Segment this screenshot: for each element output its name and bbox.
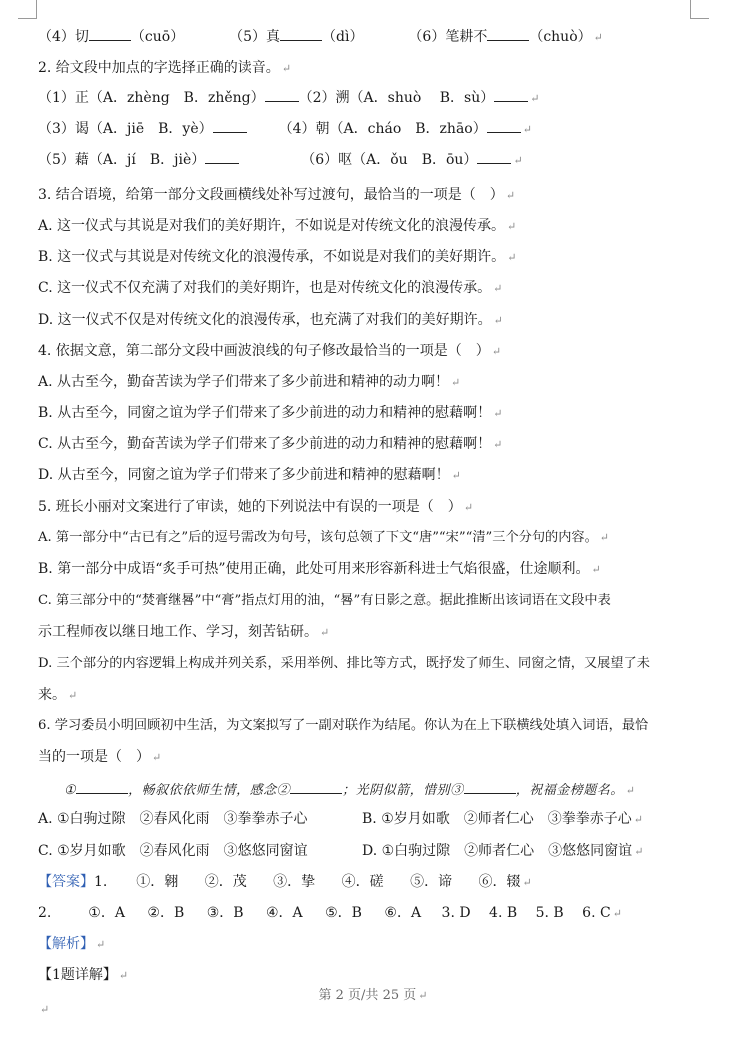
answer-blank[interactable] [477,151,511,164]
answer-blank[interactable] [290,781,342,794]
answer-blank[interactable] [487,120,521,133]
crop-mark-top-left [18,0,37,19]
q1-item4-pinyin: （cuō） [130,29,185,45]
q4-option-c: C. 从古至今，勤奋苦读为学子们带来了多少前进的动力和精神的慰藉啊！ ↵ [38,436,503,452]
answer-blank[interactable] [464,781,516,794]
q1-item6: （6）笔耕不 [408,29,488,45]
paragraph-mark: ↵ [593,31,603,44]
analysis-label: 【解析】 ↵ [38,936,106,952]
q1-item5-pinyin: （dì） [322,29,364,45]
q6-option-d: D. ①白驹过隙 ②师者仁心 ③悠悠同窗谊 ↵ [362,843,644,859]
q4-option-b: B. 从古至今，同窗之谊为学子们带来了多少前进的动力和精神的慰藉啊！ ↵ [38,405,503,421]
q6-option-b: B. ①岁月如歌 ②师者仁心 ③拳拳赤子心 ↵ [362,811,643,827]
answer-line2: 2. ①．A ②．B ③．B ④．A ⑤．B ⑥．A 3. D 4. B 5. B 6. C ↵ [38,905,622,921]
q6-option-c: C. ①岁月如歌 ②春风化雨 ③悠悠同窗谊 [38,843,308,859]
q2-row3: （5）藉（A．jí B．jiè） （6）呕（A．ǒu B．ōu） ↵ [38,152,523,168]
answer-blank[interactable] [89,28,131,41]
q6-couplet: ① ，畅叙依依师生情，感念② ；光阴似箭，惜别③ ，祝福金榜题名。 ↵ [64,783,636,798]
q1-tail-line [38,28,603,47]
answer-blank[interactable] [265,89,299,102]
q4-option-d: D. 从古至今，同窗之谊为学子们带来了多少前进和精神的慰藉啊！ ↵ [38,467,461,483]
answer-blank[interactable] [494,89,528,102]
q6-title-line2: 当的一项是（ ） ↵ [38,749,162,765]
q2-row2: （3）谒（A．jiē B．yè） （4）朝（A．cháo B．zhāo） ↵ [38,121,532,137]
page-footer: 第 2 页/共 25 页 ↵ [318,988,428,1003]
q2-item6: （6）呕（A．ǒu B．ōu） [301,152,478,168]
q2-row1: （1）正（A．zhèng B．zhěng） （2）溯（A．shuò B．sù） ↵ [38,90,540,106]
answer-blank[interactable] [487,28,529,41]
q2-item2: （2）溯（A．shuò B．sù） [298,90,495,106]
q4-title: 4. 依据文意，第二部分文段中画波浪线的句子修改最恰当的一项是（ ） ↵ [38,343,502,359]
q5-option-a: A. 第一部分中“古已有之”后的逗号需改为句号，该句总领了下文“唐”“宋”“清”三个分句的内容。 ↵ [38,530,609,545]
trailing-paragraph-mark: ↵ [40,1003,50,1016]
q4-option-a: A. 从古至今，勤奋苦读为学子们带来了多少前进和精神的动力啊！ ↵ [38,374,461,390]
q2-title: 2. 给文段中加点的字选择正确的读音。 ↵ [38,60,292,76]
crop-mark-top-right [690,0,709,19]
q6-option-a: A. ①白驹过隙 ②春风化雨 ③拳拳赤子心 [38,811,308,827]
answer-blank[interactable] [205,151,239,164]
answer-blank[interactable] [280,28,322,41]
q2-item5: （5）藉（A．jí B．jiè） [38,152,206,168]
q3-option-b: B. 这一仪式与其说是对传统文化的浪漫传承，不如说是对我们的美好期许。 ↵ [38,249,517,265]
q1-item6-pinyin: （chuò） [529,29,592,45]
answer-blank[interactable] [76,781,128,794]
q6-title-line1: 6. 学习委员小明回顾初中生活，为文案拟写了一副对联作为结尾。你认为在上下联横线处填入词语，最恰 [38,718,649,733]
answer-blank[interactable] [213,120,247,133]
q1-item4: （4）切 [38,29,89,45]
q5-option-c-line1: C. 第三部分中的“焚膏继晷”中“膏”指点灯用的油，“晷”有日影之意。据此推断出该词语在文段中表 [38,593,611,608]
q1-item5: （5）真 [229,29,281,45]
answer-line1: 【答案】1. ①．翱 ②．茂 ③．挚 ④．磋 ⑤．谛 ⑥．辍 ↵ [38,874,532,890]
q5-option-d-line1: D. 三个部分的内容逻辑上构成并列关系，采用举例、排比等方式，既抒发了师生、同窗之情，又展望了未 [38,656,650,671]
q5-option-b: B. 第一部分中成语“炙手可热”使用正确，此处可用来形容新科进士气焰很盛，仕途顺利。 ↵ [38,561,601,577]
q2-item3: （3）谒（A．jiē B．yè） [38,121,213,137]
analysis-sub: 【1题详解】 ↵ [38,967,129,983]
q3-option-d: D. 这一仪式不仅是对传统文化的浪漫传承，也充满了对我们的美好期许。 ↵ [38,312,503,328]
q2-item4: （4）朝（A．cháo B．zhāo） [278,121,487,137]
answer-label: 【答案】 [38,874,94,890]
q5-option-d-line2: 来。 ↵ [38,687,78,703]
q3-title: 3. 结合语境，给第一部分文段画横线处补写过渡句，最恰当的一项是（ ） ↵ [38,187,516,203]
q3-option-a: A. 这一仪式与其说是对我们的美好期许，不如说是对传统文化的浪漫传承。 ↵ [38,218,517,234]
q3-option-c: C. 这一仪式不仅充满了对我们的美好期许，也是对传统文化的浪漫传承。 ↵ [38,280,503,296]
q2-item1: （1）正（A．zhèng B．zhěng） [38,90,265,106]
q5-option-c-line2: 示工程师夜以继日地工作、学习，刻苦钻研。 ↵ [38,624,330,640]
q5-title: 5. 班长小丽对文案进行了审读，她的下列说法中有误的一项是（ ） ↵ [38,499,474,515]
